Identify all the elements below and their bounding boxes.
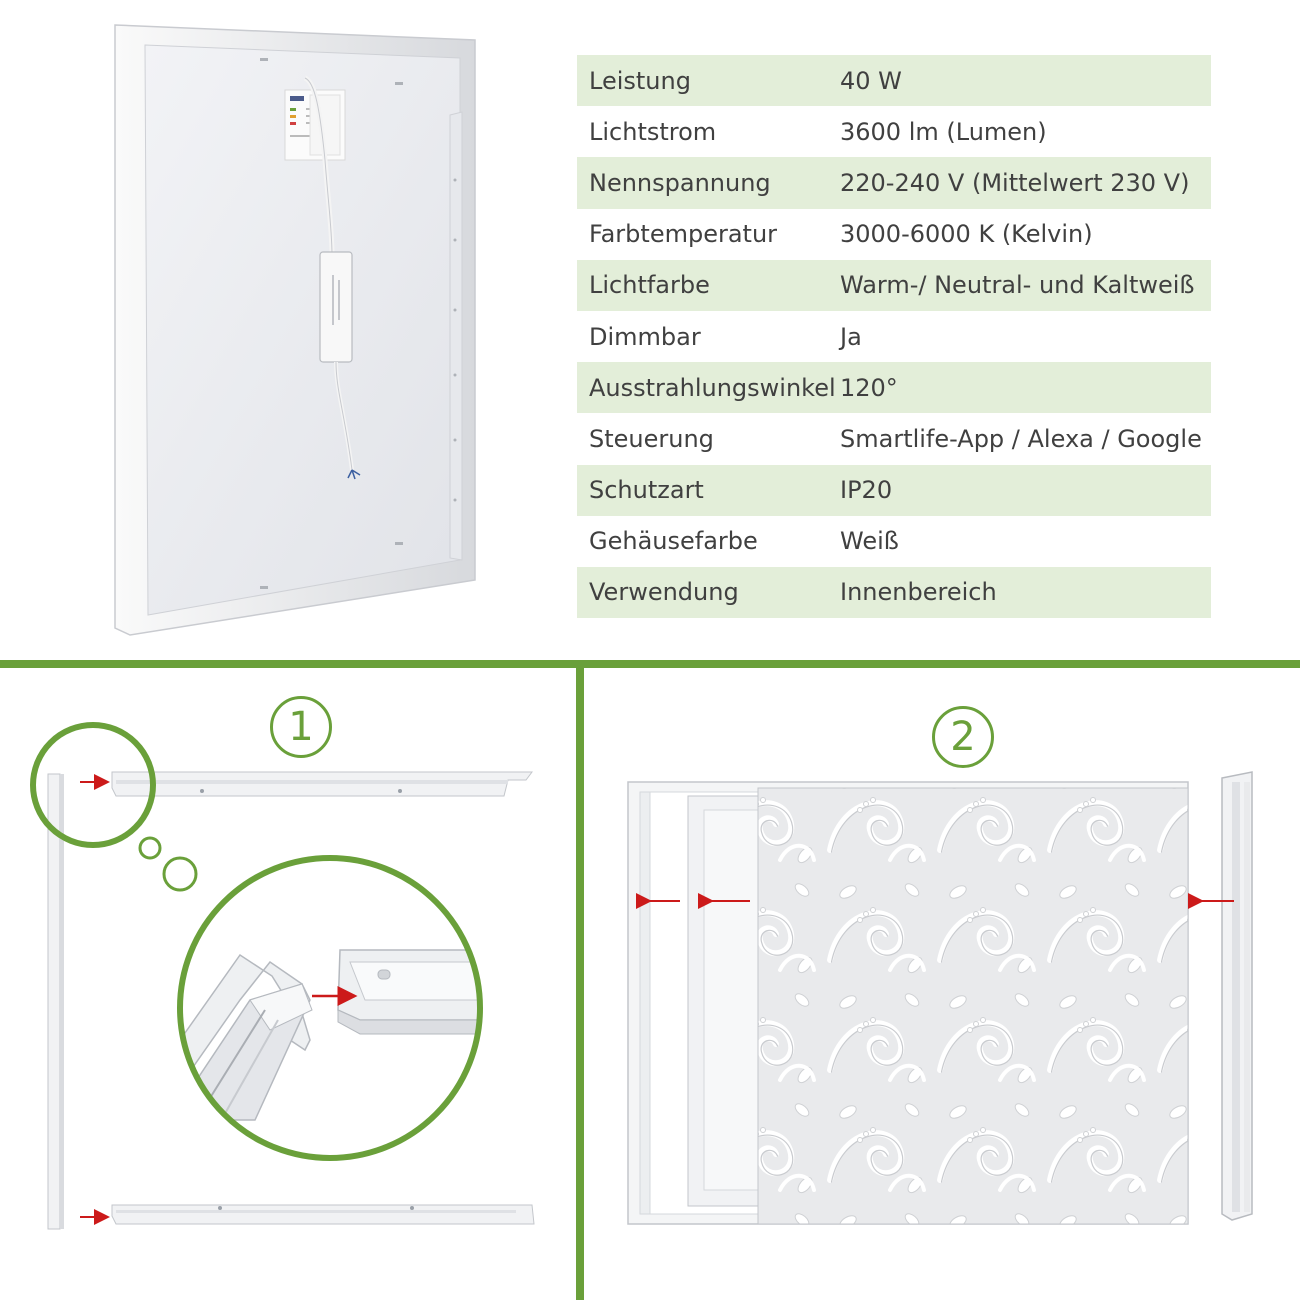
spec-value: Warm-/ Neutral- und Kaltweiß [840, 271, 1195, 300]
vertical-divider [576, 664, 584, 1300]
spec-value: IP20 [840, 476, 893, 505]
spec-row [577, 260, 1211, 311]
spec-label: Ausstrahlungswinkel [589, 373, 836, 402]
spec-value: 40 W [840, 66, 902, 95]
spec-value: Innenbereich [840, 578, 997, 607]
spec-value: 3000-6000 K (Kelvin) [840, 220, 1093, 249]
spec-value: 3600 lm (Lumen) [840, 117, 1047, 146]
spec-label: Nennspannung [589, 168, 771, 197]
step-2-badge: 2 [932, 706, 994, 768]
spec-label: Verwendung [589, 578, 739, 607]
spec-value: Ja [840, 322, 862, 351]
spec-row [577, 209, 1211, 260]
step-2-panel-insertion-diagram [600, 760, 1280, 1240]
spec-label: Steuerung [589, 424, 714, 453]
spec-label: Dimmbar [589, 322, 701, 351]
top-rail [112, 772, 532, 796]
horizontal-divider [0, 660, 1300, 668]
spec-value: Smartlife-App / Alexa / Google [840, 424, 1202, 453]
spec-row [577, 567, 1211, 618]
bottom-rail [112, 1205, 534, 1224]
spec-label: Gehäusefarbe [589, 527, 758, 556]
end-cap [1222, 772, 1252, 1220]
spec-row [577, 516, 1211, 567]
spec-value: 120° [840, 373, 898, 402]
spec-row [577, 362, 1211, 413]
spec-value: Weiß [840, 527, 899, 556]
spec-label: Lichtfarbe [589, 271, 710, 300]
left-rail [48, 774, 64, 1229]
spec-label: Leistung [589, 66, 691, 95]
panel-back-photo [100, 20, 490, 640]
step-1-badge: 1 [270, 696, 332, 758]
spec-label: Lichtstrom [589, 117, 717, 146]
spec-row [577, 465, 1211, 516]
spec-table [577, 55, 1211, 618]
step-1-frame-assembly-diagram [20, 700, 570, 1260]
spec-label: Farbtemperatur [589, 220, 778, 249]
spec-row [577, 157, 1211, 208]
spec-row [577, 106, 1211, 157]
spec-value: 220-240 V (Mittelwert 230 V) [840, 168, 1190, 197]
spec-row [577, 413, 1211, 464]
spec-label: Schutzart [589, 476, 704, 505]
spec-row [577, 55, 1211, 106]
spec-row [577, 311, 1211, 362]
